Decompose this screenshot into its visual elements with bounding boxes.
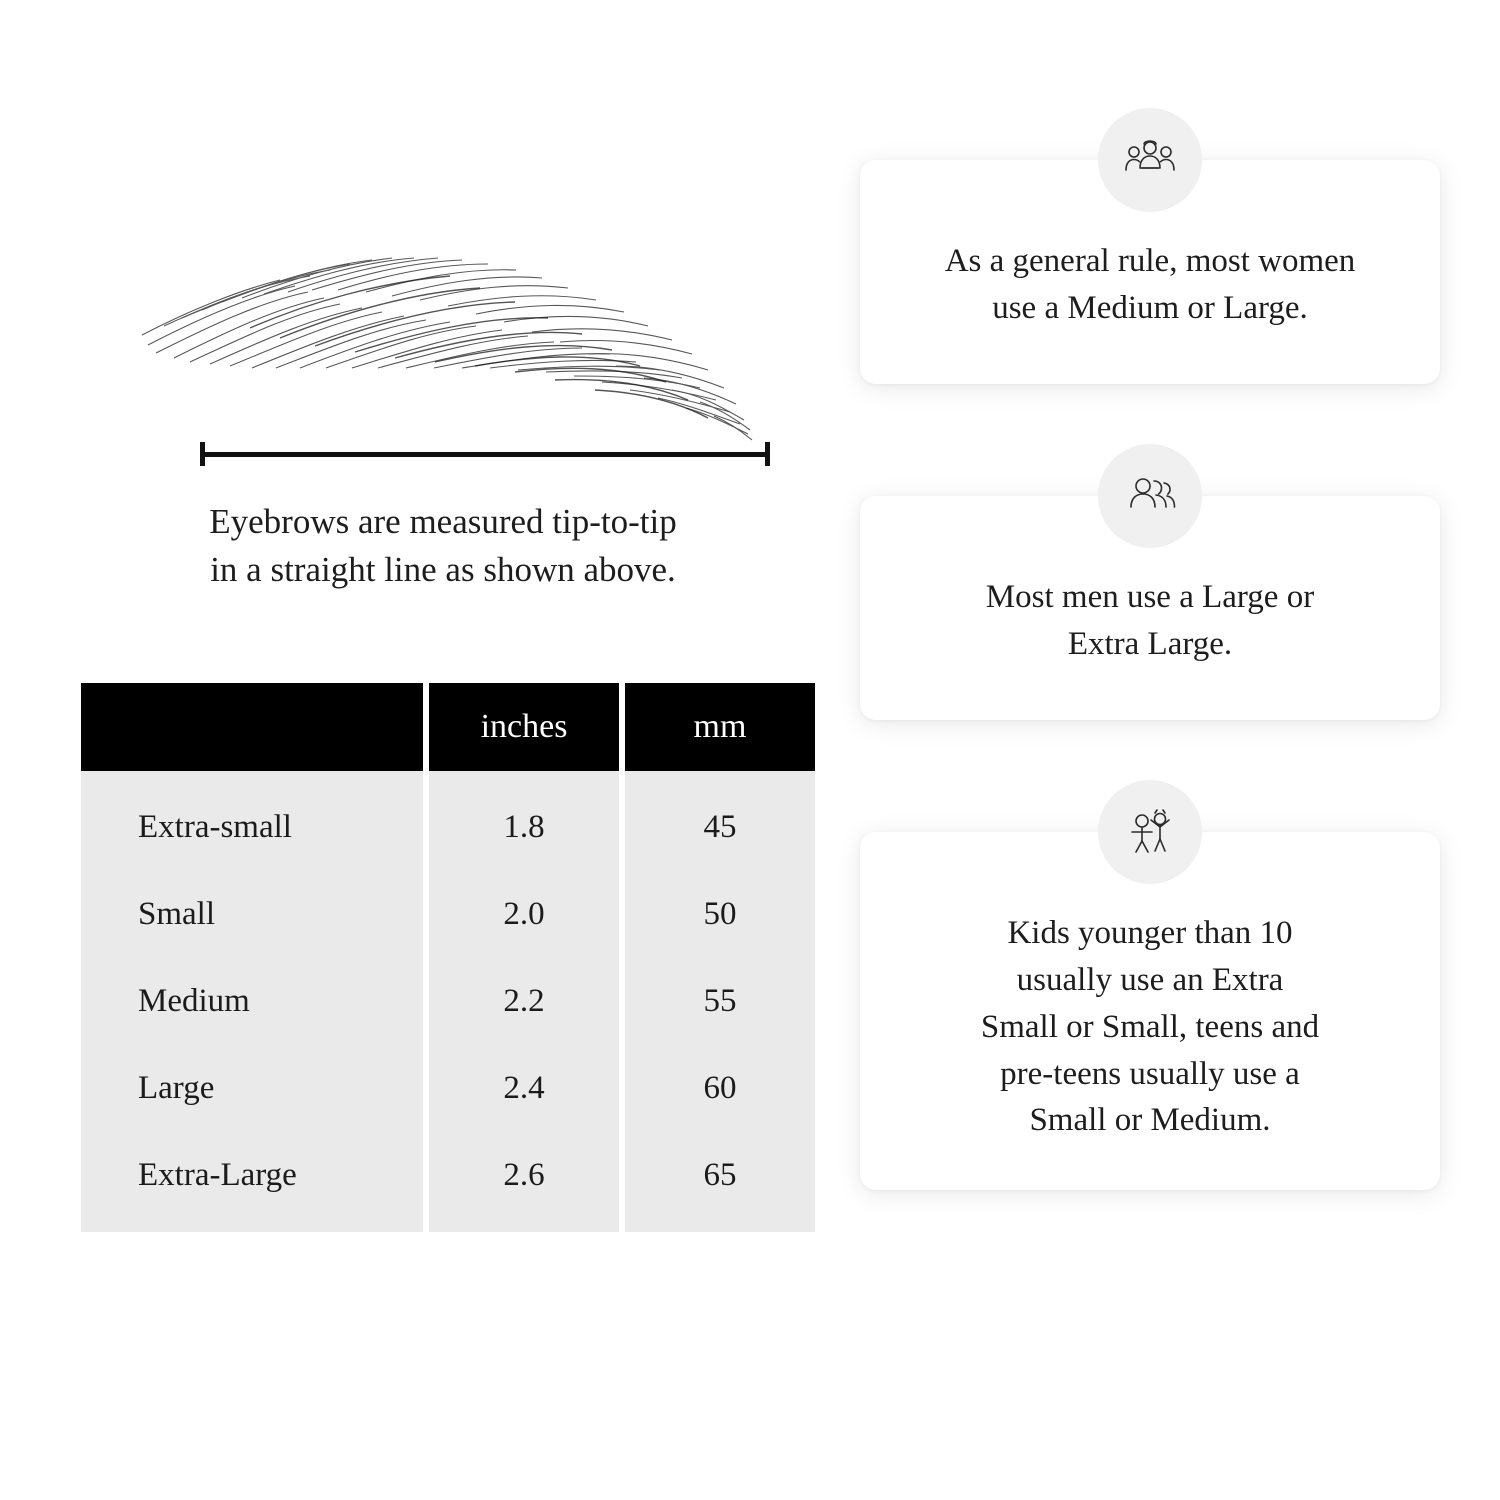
size-inches: 2.2 — [429, 958, 619, 1045]
table-row — [81, 958, 815, 1045]
tip-women-line-2: use a Medium or Large. — [992, 289, 1308, 326]
table-row — [81, 1132, 815, 1232]
size-name: Extra-Large — [81, 1132, 423, 1232]
size-name: Small — [81, 871, 423, 958]
tip-kids-line-5: Small or Medium. — [1029, 1102, 1271, 1139]
measure-line — [200, 452, 770, 457]
size-name: Medium — [81, 958, 423, 1045]
size-mm: 50 — [625, 871, 815, 958]
women-group-icon — [1098, 108, 1202, 212]
tip-text-women — [906, 238, 1394, 332]
size-inches: 1.8 — [429, 771, 619, 871]
size-mm: 45 — [625, 771, 815, 871]
eyebrow-illustration — [130, 150, 770, 450]
tip-text-kids — [906, 910, 1394, 1144]
caption-line-2: in a straight line as shown above. — [210, 550, 676, 590]
size-name: Large — [81, 1045, 423, 1132]
size-inches: 2.0 — [429, 871, 619, 958]
size-mm: 65 — [625, 1132, 815, 1232]
tip-men-line-2: Extra Large. — [1067, 625, 1233, 662]
size-name: Extra-small — [81, 771, 423, 871]
table-row — [81, 871, 815, 958]
eyebrow-figure — [130, 150, 770, 480]
table-body — [81, 771, 815, 1232]
tips-section — [860, 160, 1440, 1190]
men-group-icon — [1098, 444, 1202, 548]
tip-card-women — [860, 160, 1440, 384]
table-row — [81, 1045, 815, 1132]
tip-card-kids — [860, 832, 1440, 1190]
measurement-section — [75, 150, 795, 1232]
column-header-inches: inches — [429, 683, 619, 771]
size-inches: 2.6 — [429, 1132, 619, 1232]
table-row — [81, 771, 815, 871]
measurement-caption — [133, 498, 753, 595]
tip-kids-line-1: Kids younger than 10 — [1007, 915, 1293, 951]
tip-text-men — [906, 574, 1394, 668]
tip-card-men — [860, 496, 1440, 720]
tip-women-line-1: As a general rule, most women — [944, 243, 1356, 279]
table-header-row — [81, 683, 815, 771]
size-mm: 55 — [625, 958, 815, 1045]
size-chart-table — [75, 683, 821, 1232]
women-group-icon-glyph — [1123, 137, 1177, 183]
caption-line-1: Eyebrows are measured tip-to-tip — [209, 502, 677, 541]
men-group-icon-glyph — [1123, 473, 1177, 519]
column-header-size — [81, 683, 423, 771]
size-inches: 2.4 — [429, 1045, 619, 1132]
tip-kids-line-2: usually use an Extra — [1016, 961, 1284, 998]
tip-kids-line-4: pre-teens usually use a — [1000, 1055, 1300, 1092]
size-mm: 60 — [625, 1045, 815, 1132]
measurement-bar — [200, 442, 770, 466]
kids-icon — [1098, 780, 1202, 884]
table-header — [81, 683, 815, 771]
tip-kids-line-3: Small or Small, teens and — [980, 1008, 1320, 1045]
measure-cap-right — [765, 442, 770, 466]
column-header-mm: mm — [625, 683, 815, 771]
kids-icon-glyph — [1124, 808, 1176, 856]
tip-men-line-1: Most men use a Large or — [985, 579, 1315, 615]
